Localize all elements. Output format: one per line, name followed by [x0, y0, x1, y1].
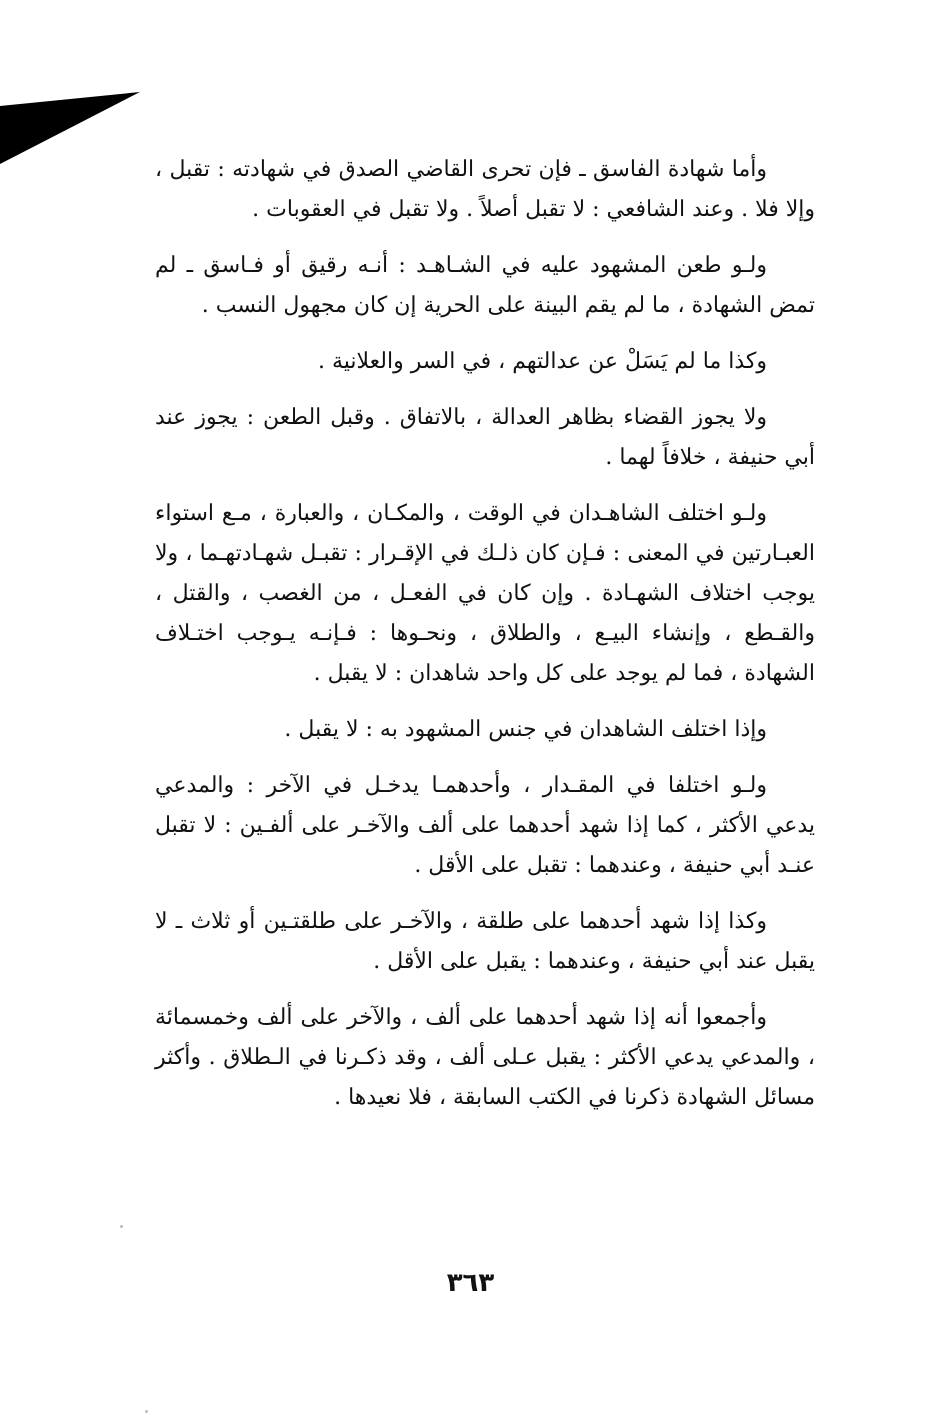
scan-speck [120, 1225, 123, 1228]
paragraph: وكذا إذا شهد أحدهما على طلقة ، والآخـر على طلقتـين أو ثلاث ـ لا يقبل عند أبي حنيفة ، وعندهما : يقبل على الأقل . [155, 909, 815, 974]
paragraph: وأجمعوا أنه إذا شهد أحدهما على ألف ، والآخر على ألف وخمسمائة ، والمدعي يدعي الأكثر : يقبل عـلى ألف ، وقد ذكـرنا في الـطلاق . وأكثر مسائل الشهادة ذكرنا في الكتب السابقة ، فلا نعيدها . [155, 1005, 815, 1110]
page-body [155, 150, 815, 1134]
paragraph: ولـو طعن المشهود عليه في الشـاهـد : أنـه رقيق أو فـاسق ـ لم تمض الشهادة ، ما لم يقم البينة على الحرية إن كان مجهول النسب . [155, 253, 815, 318]
paragraph: ولـو اختلفا في المقـدار ، وأحدهمـا يدخـل في الآخر : والمدعي يدعي الأكثر ، كما إذا شهد أحدهما على ألف والآخـر على ألفـين : لا تقبل عنـد أبي حنيفة ، وعندهما : تقبل على الأقل . [155, 773, 815, 878]
paragraph: ولـو اختلف الشاهـدان في الوقت ، والمكـان ، والعبارة ، مـع استواء العبـارتين في المعنى : فـإن كان ذلـك في الإقـرار : تقبـل شهـادتهـما ، ولا يوجب اختلاف الشهـادة . وإن كان في الفعـل ، من الغصب ، والقتل ، والقـطع ، وإنشاء البيـع ، والطلاق ، ونحـوها : فـإنـه يـوجب اختـلاف الشهادة ، فما لم يوجد على كل واحد شاهدان : لا يقبل . [155, 501, 815, 686]
paragraph: وكذا ما لم يَسَلْ عن عدالتهم ، في السر والعلانية . [318, 349, 767, 374]
page-number: ٣٦٣ [446, 1268, 495, 1298]
scan-shadow-mark [0, 92, 140, 164]
paragraph: وأما شهادة الفاسق ـ فإن تحرى القاضي الصدق في شهادته : تقبل ، وإلا فلا . وعند الشافعي : لا تقبل أصلاً . ولا تقبل في العقوبات . [155, 157, 815, 222]
paragraph: وإذا اختلف الشاهدان في جنس المشهود به : لا يقبل . [284, 717, 767, 742]
scan-speck [145, 1410, 148, 1413]
paragraph: ولا يجوز القضاء بظاهر العدالة ، بالاتفاق . وقبل الطعن : يجوز عند أبي حنيفة ، خلافاً لهما . [155, 405, 815, 470]
